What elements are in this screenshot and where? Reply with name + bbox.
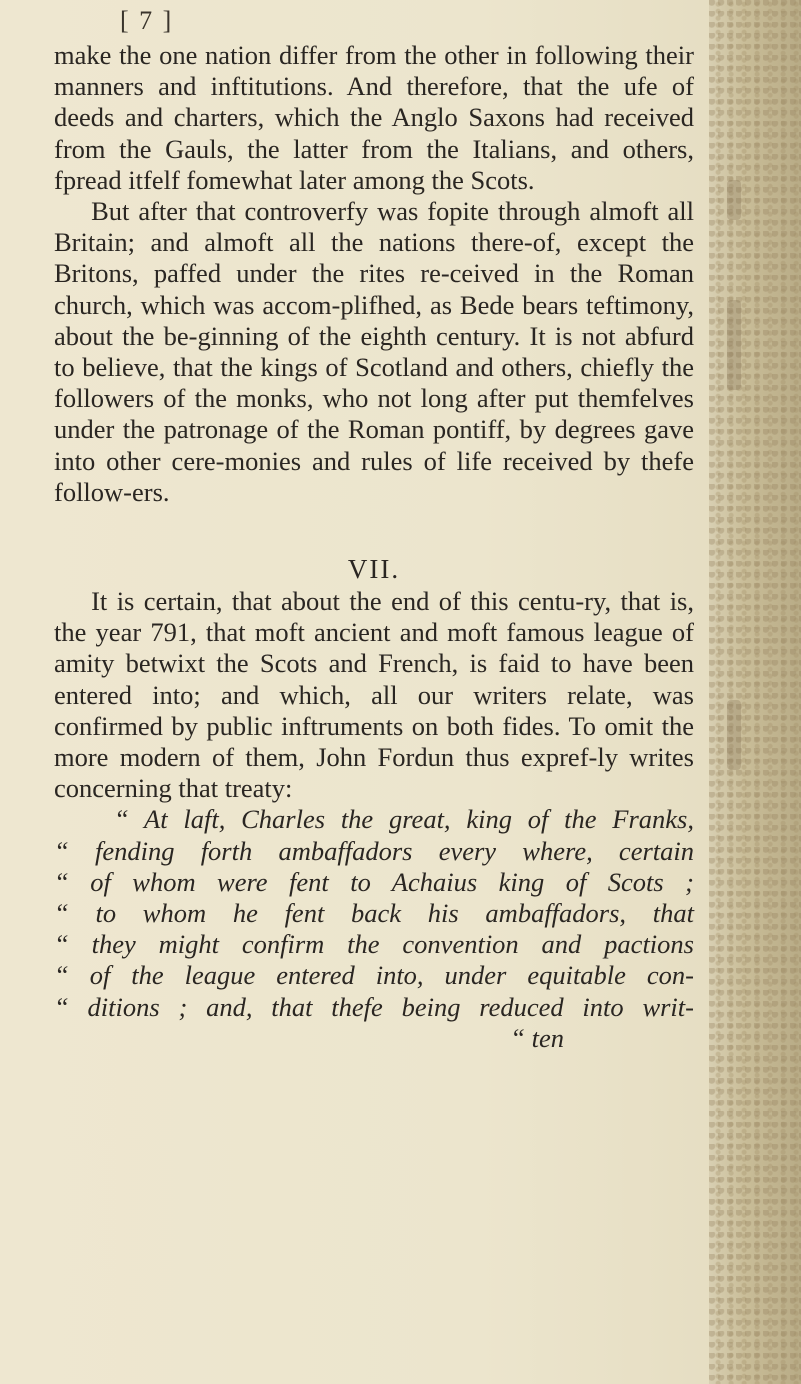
section-heading: VII.: [347, 554, 401, 585]
quote-line: “ of whom were fent to Achaius king of Scots ;: [54, 866, 694, 897]
quote-line: “ to whom he fent back his ambaffadors, that: [54, 898, 694, 929]
quote-line: “ they might confirm the convention and pactions: [54, 929, 694, 960]
page-stain: [727, 180, 741, 220]
paragraph: But after that controverfy was fopite through almoft all Britain; and almoft all the nations there-of, except the Britons, paffed under the rites re-ceived in the Roman church, which was accom-plifhed, as Bede bears teftimony, about the be-ginning of the eighth century. It is not abfurd to believe, that the kings of Scotland and others, chiefly the followers of the monks, who not long after put themfelves under the patronage of the Roman pontiff, by degrees gave into other cere-monies and rules of life received by thefe follow-ers.: [54, 196, 694, 507]
catchword: “ ten: [510, 1022, 564, 1053]
continuation-paragraph: make the one nation differ from the other in following their manners and inftitutions. And therefore, that the ufe of deeds and charters, which the Anglo Saxons had received from the Gauls, the latter from the Italians, and others, fpread itfelf fomewhat later among the Scots.: [54, 40, 694, 195]
quote-line: “ of the league entered into, under equitable con-: [54, 960, 694, 991]
page-edge-texture: [709, 0, 801, 1384]
page-number: [ 7 ]: [120, 6, 174, 35]
fordun-quotation: [54, 804, 694, 1054]
quote-line: “ ditions ; and, that thefe being reduced into writ-: [54, 991, 694, 1022]
quote-line: “ fending forth ambaffadors every where, certain: [54, 835, 694, 866]
page-stain: [727, 700, 741, 770]
body-text: [54, 40, 694, 1054]
quote-line: “ At laft, Charles the great, king of the Franks,: [114, 804, 694, 835]
paragraph: It is certain, that about the end of this centu-ry, that is, the year 791, that moft ancient and moft famous league of amity betwixt the Scots and French, is faid to have been entered into; and which, all our writers relate, was confirmed by public inftruments on both fides. To omit the more modern of them, John Fordun thus expref-ly writes concerning that treaty:: [54, 586, 694, 804]
page-stain: [727, 300, 741, 390]
